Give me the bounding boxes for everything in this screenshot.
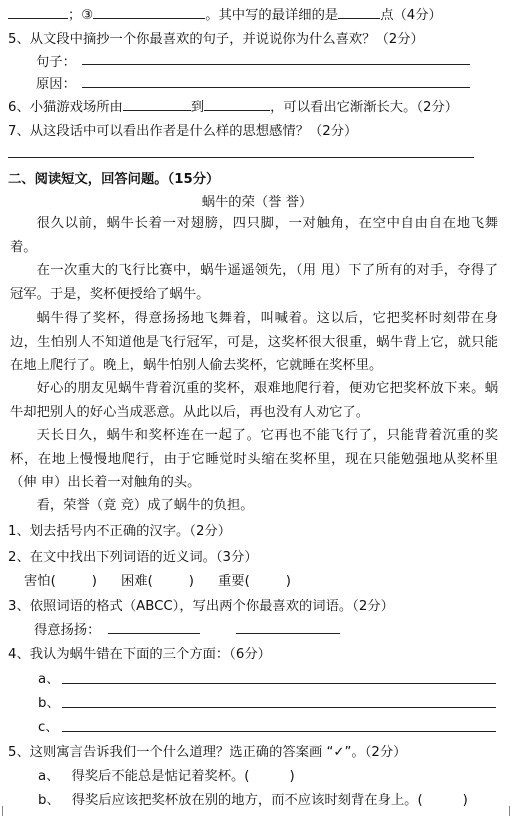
q2-word-2: 困难( <box>121 574 153 589</box>
q6-text-c: ，可以看出它渐渐长大。（2分） <box>270 100 459 115</box>
q5-sentence-label: 句子： <box>36 55 76 70</box>
part2-question-2: 2、在文中找出下列词语的近义词。（3分） <box>8 550 258 565</box>
q3-answer-line-2[interactable] <box>236 633 340 634</box>
close-paren: ) <box>285 574 291 589</box>
q5-sentence-answer-line[interactable] <box>82 64 470 65</box>
story-paragraph: 在一次重大的飞行比赛中，蜗牛遥遥领先，（用 甩）下了所有的对手，夺得了冠军。于是，奖杯便授给了蜗牛。 <box>10 263 498 302</box>
q5-option-b <box>38 789 468 808</box>
answer-blank[interactable] <box>123 98 191 111</box>
question-7: 7、从这段话中可以看出作者是什么样的思想感情？（2分） <box>8 124 358 139</box>
part2-heading: 二、阅读短文，回答问题。（15分） <box>8 172 220 187</box>
q4-item-a-label: a、 <box>38 672 60 687</box>
part2-question-1: 1、划去括号内不正确的汉字。（2分） <box>8 524 232 539</box>
close-paren: ) <box>289 769 295 784</box>
q6-text-b: 到 <box>190 100 205 115</box>
q5-option-b-text: 得奖后应该把奖杯放在别的地方，而不应该时刻背在身上。( <box>71 793 423 808</box>
q4-item-c-label: c、 <box>38 720 59 735</box>
q5-option-a <box>38 765 295 784</box>
q5-option-a-text: 得奖后不能总是惦记着奖杯。( <box>71 769 250 784</box>
story-paragraph: 好心的朋友见蜗牛背着沉重的奖杯，艰难地爬行着，便劝它把奖杯放下来。蜗牛却把别人的好心当成恶意。从此以后，再也没有人劝它了。 <box>10 381 498 420</box>
story-paragraph: 蜗牛得了奖杯，得意扬扬地飞舞着，叫喊着。这以后，它把奖杯时刻带在身边，生怕别人不知道他是飞行冠军，可是，这奖杯很大很重，蜗牛背上它，就只能在地上爬行了。晚上，蜗牛怕别人偷去奖杯，它就睡在奖杯里。 <box>10 311 498 373</box>
q5-option-a-label: a、 <box>38 769 60 784</box>
q4-continuation-line <box>8 4 442 23</box>
question-5: 5、从文段中摘抄一个你最喜欢的句子，并说说你为什么喜欢？（2分） <box>8 32 424 47</box>
answer-blank[interactable] <box>338 6 380 19</box>
q2-word-1: 害怕( <box>24 574 56 589</box>
part2-question-3: 3、依照词语的格式（ABCC），写出两个你最喜欢的词语。（2分） <box>8 599 394 614</box>
q4-points: 点（4分） <box>380 8 442 23</box>
q4-separator: ；③ <box>68 8 94 23</box>
answer-blank[interactable] <box>8 6 68 19</box>
close-paren: ) <box>188 574 194 589</box>
q4-tail-text: 。其中写的最详细的是 <box>205 8 339 23</box>
answer-blank[interactable] <box>204 98 270 111</box>
q5-reason-label: 原因： <box>36 77 76 92</box>
close-paren: ) <box>462 793 468 808</box>
q4-item-b-label: b、 <box>38 696 60 711</box>
story-title: 蜗牛的荣（誉 誉） <box>201 195 313 210</box>
story-paragraph: 看，荣誉（竟 竞）成了蜗牛的负担。 <box>36 498 254 513</box>
q4-item-a-line[interactable] <box>62 683 496 684</box>
q7-answer-line[interactable] <box>8 157 474 158</box>
story-paragraph: 天长日久，蜗牛和奖杯连在一起了。它再也不能飞行了，只能背着沉重的奖杯，在地上慢慢地爬行，由于它睡觉时头缩在奖杯里，现在只能勉强地从奖杯里（伸 申）出长着一对触角的头。 <box>10 428 498 490</box>
q5-option-b-label: b、 <box>38 793 60 808</box>
q4-item-c-line[interactable] <box>62 731 496 732</box>
q6-text-a: 6、小猫游戏场所由 <box>8 100 123 115</box>
answer-blank[interactable] <box>93 6 205 19</box>
q3-example-label: 得意扬扬： <box>34 623 101 638</box>
story-paragraph: 很久以前，蜗牛长着一对翅膀，四只脚，一对触角，在空中自由自在地飞舞着。 <box>10 216 498 255</box>
close-paren: ) <box>91 574 97 589</box>
page-corner-mark-right <box>509 806 510 816</box>
q4-item-b-line[interactable] <box>62 707 496 708</box>
q3-answer-line-1[interactable] <box>108 633 200 634</box>
q2-word-3: 重要( <box>218 574 250 589</box>
part2-question-4: 4、我认为蜗牛错在下面的三个方面：（6分） <box>8 647 271 662</box>
q2-words-row <box>24 570 291 589</box>
q5-reason-answer-line[interactable] <box>82 87 470 88</box>
part2-question-5: 5、这则寓言告诉我们一个什么道理？选正确的答案画 “✓”。（2分） <box>8 745 407 760</box>
page-corner-mark-left <box>2 806 3 816</box>
question-6 <box>8 96 458 115</box>
